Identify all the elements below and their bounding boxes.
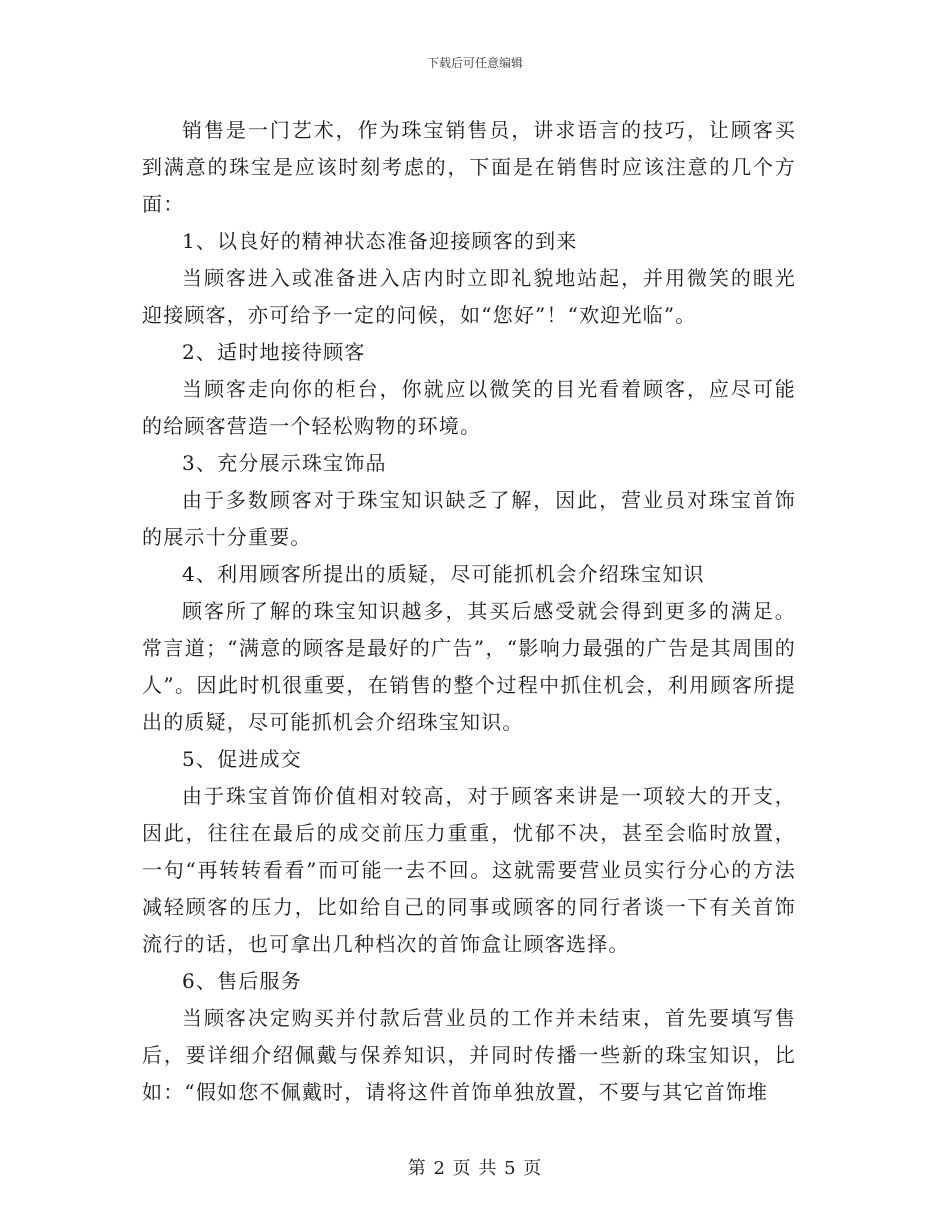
section-paragraph-5: 由于珠宝首饰价值相对较高，对于顾客来讲是一项较大的开支，因此，往往在最后的成交前压力重重，忧郁不决，甚至会临时放置，一句“再转转看看”而可能一去不回。这就需要营业员实行分心的方法减轻顾客的压力，比如给自己的同事或顾客的同行者谈一下有关首饰流行的话，也可拿出几种档次的首饰盒让顾客选择。 <box>142 784 796 956</box>
section-heading-2: 2、适时地接待顾客 <box>182 340 366 364</box>
section-heading-1: 1、以良好的精神状态准备迎接顾客的到来 <box>182 229 578 253</box>
section-heading-3: 3、充分展示珠宝饰品 <box>182 451 387 475</box>
section-paragraph-1: 当顾客进入或准备进入店内时立即礼貌地站起，并用微笑的眼光迎接顾客，亦可给予一定的问候，如“您好”！“欢迎光临”。 <box>142 266 796 327</box>
section-paragraph-2: 当顾客走向你的柜台，你就应以微笑的目光看着顾客，应尽可能的给顾客营造一个轻松购物的环境。 <box>142 377 796 438</box>
page-header: 下载后可任意编辑 <box>426 56 523 70</box>
section-paragraph-3: 由于多数顾客对于珠宝知识缺乏了解，因此，营业员对珠宝首饰的展示十分重要。 <box>142 488 796 549</box>
section-heading-6: 6、售后服务 <box>182 969 302 993</box>
intro-paragraph: 销售是一门艺术，作为珠宝销售员，讲求语言的技巧，让顾客买到满意的珠宝是应该时刻考虑的，下面是在销售时应该注意的几个方面： <box>142 118 796 216</box>
page-number-footer: 第 2 页 共 5 页 <box>407 1158 543 1179</box>
section-heading-4: 4、利用顾客所提出的质疑，尽可能抓机会介绍珠宝知识 <box>182 562 705 586</box>
section-heading-5: 5、促进成交 <box>182 747 302 771</box>
section-paragraph-6: 当顾客决定购买并付款后营业员的工作并未结束，首先要填写售后，要详细介绍佩戴与保养知识，并同时传播一些新的珠宝知识，比如：“假如您不佩戴时，请将这件首饰单独放置，不要与其它首饰堆 <box>142 1006 796 1104</box>
section-paragraph-4: 顾客所了解的珠宝知识越多，其买后感受就会得到更多的满足。常言道；“满意的顾客是最好的广告”，“影响力最强的广告是其周围的人”。因此时机很重要，在销售的整个过程中抓住机会，利用顾客所提出的质疑，尽可能抓机会介绍珠宝知识。 <box>142 599 796 734</box>
document-body <box>142 112 796 1111</box>
